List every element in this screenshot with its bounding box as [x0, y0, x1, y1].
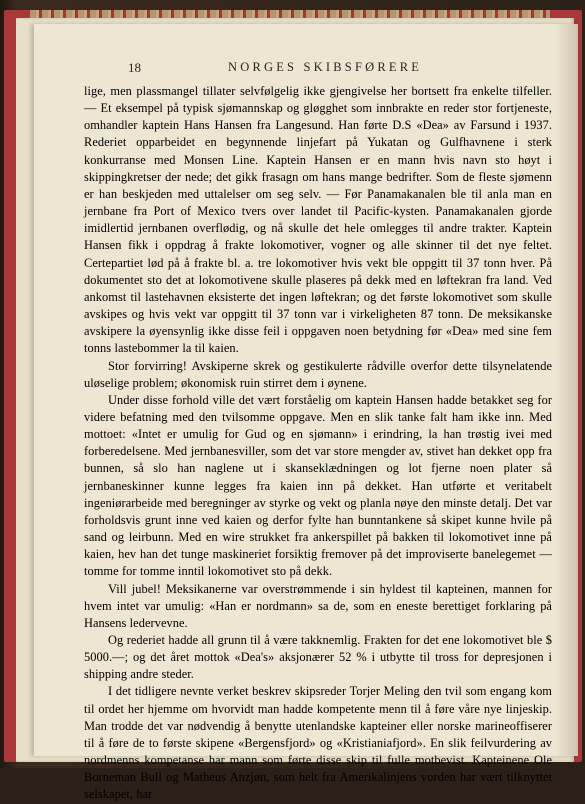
paragraph: Under disse forhold ville det vært forståelig om kaptein Hansen hadde betakket seg for videre befatning med den tvilsomme oppgave. Men en slik tanke falt ham ikke inn. Med mottoet: «Intet er umulig for Gud og en sjømann» i erindring, la han trøstig ivei med forberedelsene. Med jernbanesviller, som det var store mengder av, stivet han dekket opp fra bunnen, så slo han naglene ut i skanseklædningen og lot fjerne noen plater så jernbaneskinner kunne legges fra kaien inn på dekket. Han utførte et veritabelt ingeniørarbeide med beregninger av styrke og vekt og planla nøye den minste detalj. Det var forholdsvis grunt inne ved kaien og derfor fylte han bunntankene så skipet kunne hvile på sand og leirbunn. Med en wire strukket fra ankerspillet på bakken til lokomotivet inne på kaien, hev han det tunge maskineriet forsiktig fremover på det improviserte banelegemet — tomme for tomme inntil lokomotivet sto på dekk. [84, 392, 552, 579]
paragraph: Stor forvirring! Avskiperne skrek og gestikulerte rådville overfor dette tilsynelatende uløselige problem; økonomisk ruin stirret dem i øynene. [84, 358, 552, 390]
paragraph: lige, men plassmangel tillater selvfølgelig ikke gjengivelse her bortsett fra enkelte tilfeller. — Et eksempel på typisk sjømannskap og gløgghet som innbrakte en reder stor fortjeneste, omhandler kaptein Hans Hansen fra Langesund. Han førte D.S «Dea» av Farsund i 1937. Rederiet opparbeidet en begynnende linjefart på Yukatan og Gulfhavnene i sterk konkurranse med Monsen Line. Kaptein Hansen er en mann hvis navn sto høyt i skippingkretser der nede; det gikk frasagn om hans mange bedrifter. Som de fleste sjømenn er han beskjeden med uttalelser om seg selv. — Før Panamakanalen ble til anla man en jernbane fra Port of Mexico tvers over landet til Pacific-kysten. Panamakanalen gjorde imidlertid jernbanen overflødig, og nå skulle det hele omlegges til andre trakter. Kaptein Hansen fikk i oppdrag å frakte lokomotiver, vogner og alle skinner til det nye feltet. Certepartiet lød på å frakte bl. a. tre lokomotiver hvis vekt ble oppgitt til 37 tonn hver. På dokumentet sto det at lokomotivene skulle plaseres på dekk med en løftekran fra land. Ved ankomst til lastehavnen eksisterte det ingen løftekran; og det første lokomotivet som skulle avskipes og hvis vekt var oppgitt til 37 tonn var i virkeligheten 87 tonn. De meksikanske avskipere la øyensynlig ikke disse feil i oppgaven noen betydning før «Dea» med sine fem tonns lastebommer la til kaien. [84, 84, 552, 356]
page-gutter-shadow [556, 24, 578, 756]
running-head [128, 60, 572, 78]
body-text [84, 83, 552, 804]
paragraph: Vill jubel! Meksikanerne var overstrømmende i sin hyldest til kapteinen, mannen for hvem intet var umulig: «Han er nordmann» sa de, som en eneste berettiget forklaring på Hansens ledervevne. [84, 581, 552, 630]
journal-title: NORGES SKIBSFØRERE [228, 60, 423, 74]
paragraph: I det tidligere nevnte verket beskrev skipsreder Torjer Meling den tvil som engang kom til ordet her hjemme om hvorvidt man hadde kompetente menn til å føre våre nye linjeskip. Man trodde det var nødvendig å benytte utenlandske kapteiner eller norske marineoffiserer til å føre de to første skipene «Bergensfjord» og «Kristianiafjord». En slik feilvurdering av nordmenns kompetanse har mann som førte disse skip til fulle motbevist. Kapteinene Ole Borneman Bull og Matheus Anzjøn, som helt fra Amerikalinjens vorden har vært tilknyttet selskapet, har [84, 684, 552, 802]
page-number: 18 [128, 60, 141, 75]
paragraph: Og rederiet hadde all grunn til å være takknemlig. Frakten for det ene lokomotivet ble $ 5000.—; og det året mottok «Dea's» aksjonærer 52 % i utbytte til tross for depresjonen i shipping andre steder. [84, 633, 552, 682]
